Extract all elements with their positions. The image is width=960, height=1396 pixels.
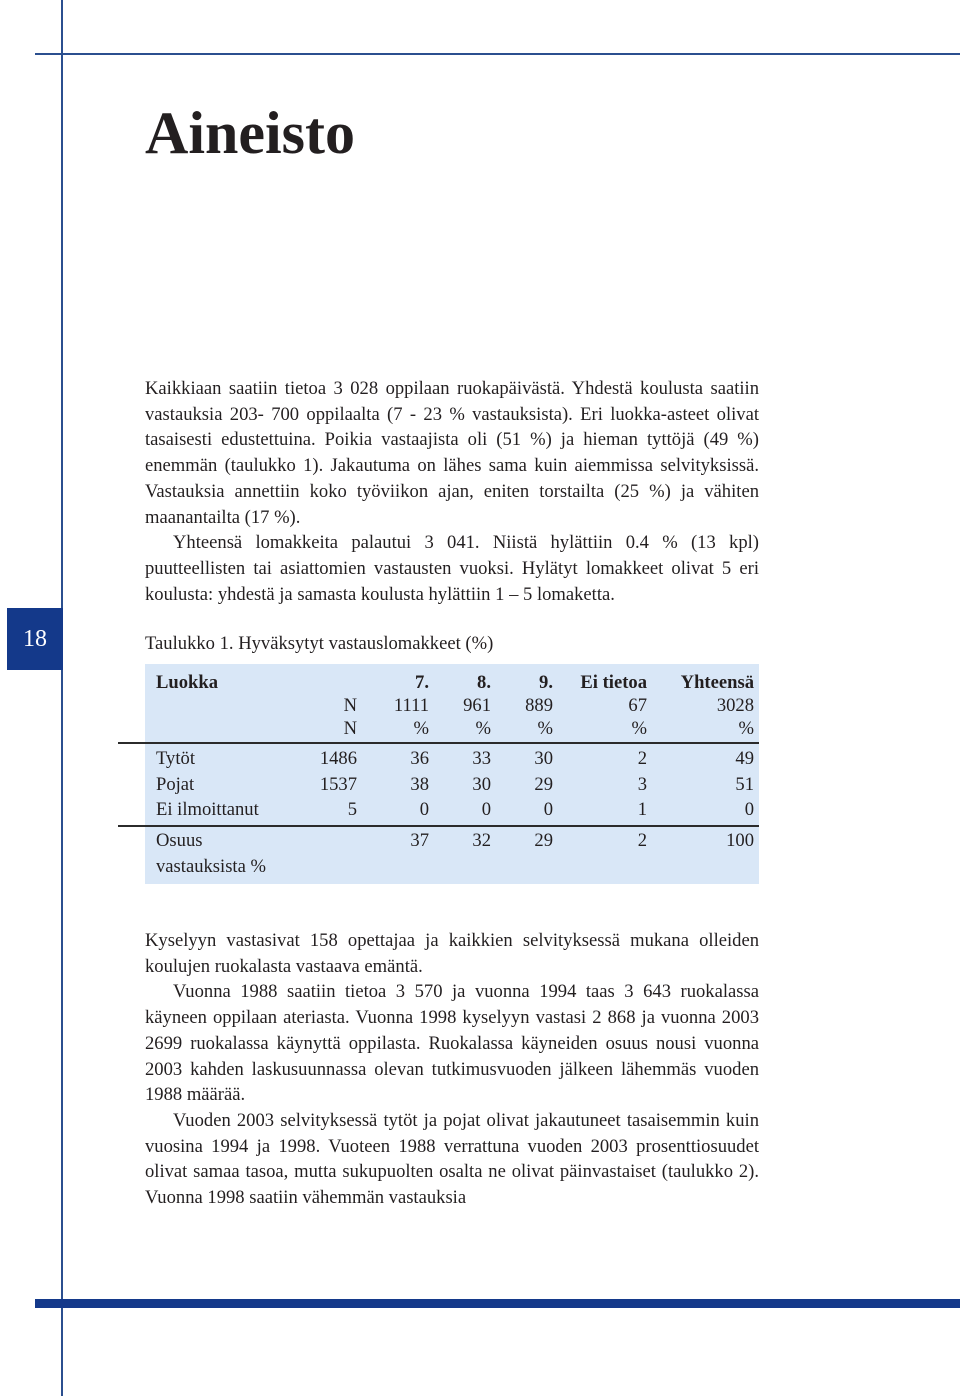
left-margin-rule (61, 0, 63, 1396)
row-label: Tytöt (156, 748, 195, 769)
header-cell: % (631, 718, 647, 739)
table-cell: 2 (637, 830, 647, 851)
table-cell: 29 (534, 774, 553, 795)
intro-text (145, 376, 759, 607)
table-caption: Taulukko 1. Hyväksytyt vastauslomakkeet (%) (145, 633, 494, 654)
table-footer-row (145, 828, 759, 854)
header-cell: 889 (525, 695, 553, 716)
header-cell-luokka: Luokka (156, 672, 219, 693)
table-cell: 0 (744, 799, 754, 820)
top-rule (35, 53, 960, 55)
header-cell: 3028 (716, 695, 754, 716)
body-paragraph-1: Kyselyyn vastasivat 158 opettajaa ja kaikkien selvityksessä mukana olleiden koulujen ruokalasta vastaava emäntä. (145, 930, 759, 977)
header-cell: % (738, 718, 754, 739)
footer-label: Osuus (156, 830, 203, 851)
header-cell-8: 8. (477, 672, 491, 693)
table-footer-row (145, 854, 759, 880)
table-cell: 32 (472, 830, 491, 851)
table-cell: 0 (543, 799, 553, 820)
body-paragraph-3: Vuoden 2003 selvityksessä tytöt ja pojat olivat jakautuneet tasaisemmin kuin vuosina 1994 ja 1998. Vuoteen 1988 verrattuna vuoden 2003 prosenttiosuudet olivat samaa tasoa, mutta sukupuolten osalta ne olivat päinvastaiset (taulukko 2). Vuonna 1998 saatiin vähemmän vastauksia (145, 1109, 759, 1209)
header-cell: % (537, 718, 553, 739)
body-text (145, 928, 759, 1211)
table-cell: 1486 (319, 748, 357, 769)
page-title: Aineisto (145, 100, 355, 166)
table-divider (118, 825, 759, 827)
table-cell: 30 (534, 748, 553, 769)
header-cell: 1111 (393, 695, 429, 716)
body-paragraph-2: Vuonna 1988 saatiin tietoa 3 570 ja vuonna 1994 taas 3 643 ruokalassa käyneen oppilaan ateriasta. Vuonna 1998 kyselyyn vastasi 2 868 ja vuonna 2003 2699 ruokalassa käynyttä oppilasta. Ruokalassa käyneiden osuus nousi vuonna 2003 kahden laskusuunnassa olevan tutkimusvuoden jälkeen lähemmäs vuoden 1988 määrää. (145, 981, 759, 1106)
header-cell-9: 9. (539, 672, 553, 693)
table-cell: 51 (735, 774, 754, 795)
intro-paragraph-2: Yhteensä lomakkeita palautui 3 041. Niistä hylättiin 0.4 % (13 kpl) puutteellisten tai asiattomien vastausten vuoksi. Hylätyt lomakkeet olivat 5 eri koulusta: yhdestä ja samasta koulusta hylättiin 1 – 5 lomaketta. (145, 532, 759, 605)
table-divider (118, 742, 759, 744)
header-cell-ei-tietoa: Ei tietoa (580, 672, 647, 693)
table-cell: 30 (472, 774, 491, 795)
page-number: 18 (7, 608, 63, 670)
table-row (145, 746, 759, 772)
table-cell: 3 (637, 774, 647, 795)
table-cell: 37 (410, 830, 429, 851)
footer-label: vastauksista % (156, 856, 266, 877)
results-table (145, 664, 759, 884)
header-cell-7: 7. (415, 672, 429, 693)
table-row (145, 797, 759, 823)
table-cell: 2 (637, 748, 647, 769)
table-cell: 49 (735, 748, 754, 769)
table-cell: 0 (481, 799, 491, 820)
table-cell: 1 (637, 799, 647, 820)
table-header-row (145, 716, 759, 742)
header-cell-n: N (343, 695, 357, 716)
header-cell: 961 (463, 695, 491, 716)
table-cell: 100 (726, 830, 754, 851)
header-cell-yhteensa: Yhteensä (680, 672, 754, 693)
table-cell: 29 (534, 830, 553, 851)
table-cell: 1537 (319, 774, 357, 795)
row-label: Pojat (156, 774, 195, 795)
table-row (145, 772, 759, 798)
intro-paragraph-1: Kaikkiaan saatiin tietoa 3 028 oppilaan ruokapäivästä. Yhdestä koulusta saatiin vastauksia 203- 700 oppilaalta (7 - 23 % vastauksista). Eri luokka-asteet olivat tasaisesti edustettuina. Poikia vastaajista oli (51 %) ja hieman tyttöjä (49 %) enemmän (taulukko 1). Jakautuma on lähes sama kuin aiemmissa selvityksissä. Vastauksia annettiin koko työviikon ajan, eniten torstailta (25 %) ja vähiten maanantailta (17 %). (145, 378, 759, 528)
table-cell: 36 (410, 748, 429, 769)
header-cell: % (413, 718, 429, 739)
header-cell: % (475, 718, 491, 739)
table-cell: 38 (410, 774, 429, 795)
bottom-rule (35, 1299, 960, 1308)
table-cell: 5 (347, 799, 357, 820)
row-label: Ei ilmoittanut (156, 799, 259, 820)
header-cell-n: N (343, 718, 357, 739)
header-cell: 67 (628, 695, 647, 716)
table-cell: 33 (472, 748, 491, 769)
table-cell: 0 (419, 799, 429, 820)
